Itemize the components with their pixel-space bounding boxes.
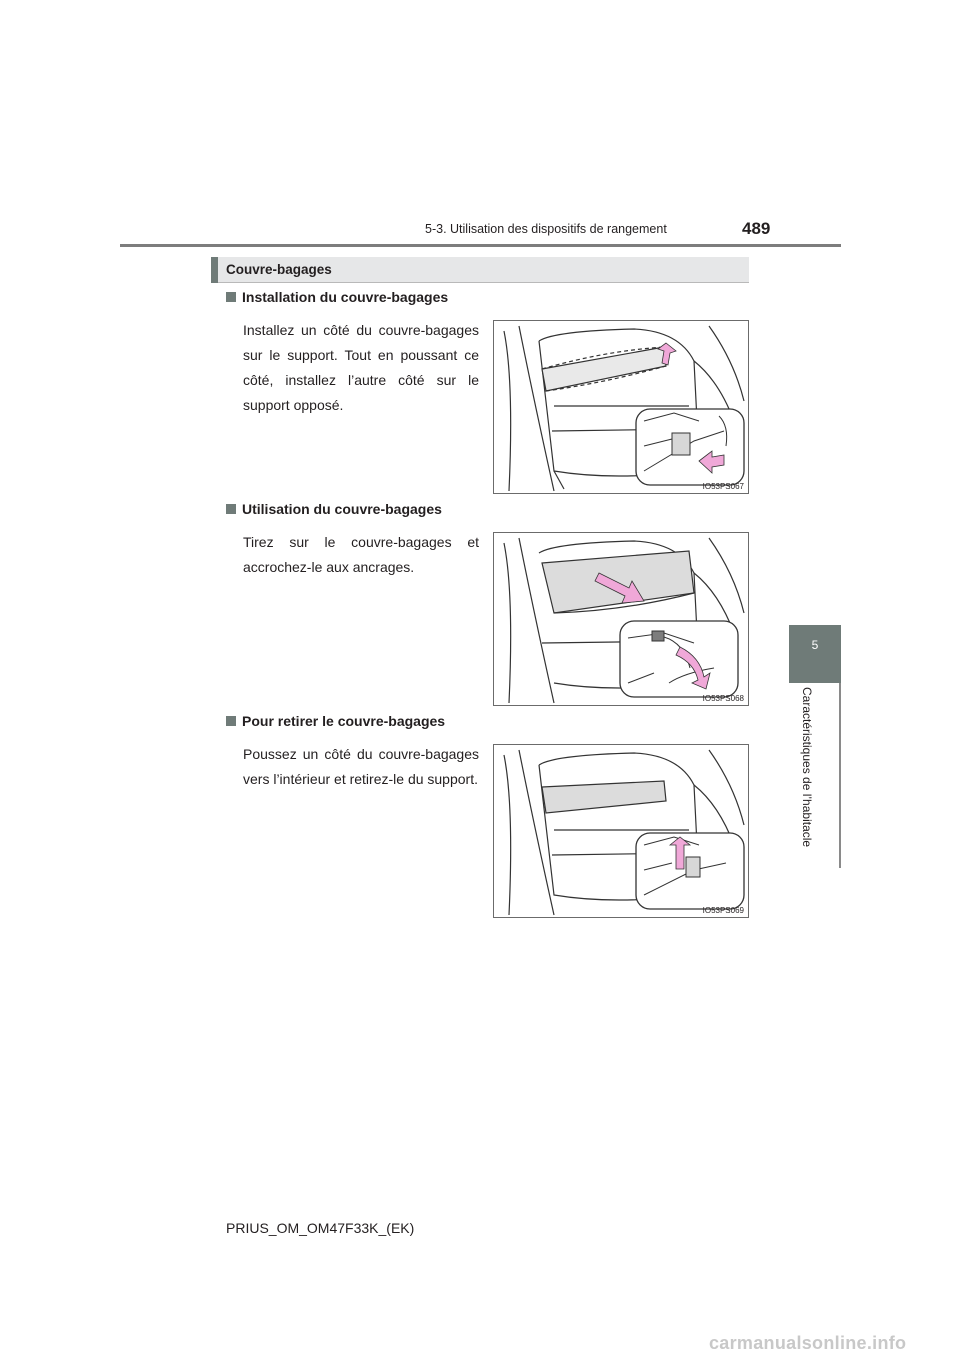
subhead-text: Utilisation du couvre-bagages	[242, 501, 442, 517]
document-id: PRIUS_OM_OM47F33K_(EK)	[226, 1220, 415, 1236]
figure-retirer	[493, 744, 749, 918]
watermark: carmanualsonline.info	[709, 1333, 907, 1353]
square-bullet-icon	[226, 504, 236, 514]
cargo-cover-install-illustration	[494, 321, 749, 494]
section-title: Couvre-bagages	[226, 262, 332, 277]
figure-code: IO53PS069	[702, 906, 744, 915]
figure-utilisation	[493, 532, 749, 706]
subhead-text: Pour retirer le couvre-bagages	[242, 713, 446, 729]
chapter-tab: 5	[789, 625, 841, 683]
section-bar-accent	[211, 257, 218, 283]
section-bar	[211, 257, 749, 283]
header-rule	[120, 244, 841, 247]
cargo-cover-pull-illustration	[494, 533, 749, 706]
figure-code: IO53PS068	[702, 694, 744, 703]
chapter-label: Caractéristiques de l’habitacle	[800, 687, 814, 848]
subhead-installation	[226, 289, 448, 305]
chapter-rule	[839, 683, 841, 868]
running-header: 5-3. Utilisation des dispositifs de rangement	[425, 222, 667, 236]
square-bullet-icon	[226, 292, 236, 302]
paragraph-retirer: Poussez un côté du couvre-bagages vers l’intérieur et retirez-le du support.	[243, 746, 479, 787]
subhead-text: Installation du couvre-bagages	[242, 289, 449, 305]
square-bullet-icon	[226, 716, 236, 726]
cargo-cover-remove-illustration	[494, 745, 749, 918]
subhead-retirer	[226, 713, 445, 729]
figure-code: IO53PS067	[702, 482, 744, 491]
paragraph-installation: Installez un côté du couvre-bagages sur le support. Tout en poussant ce côté, installez l’autre côté sur le support opposé.	[243, 322, 479, 413]
paragraph-utilisation: Tirez sur le couvre-bagages et accrochez-le aux ancrages.	[243, 534, 479, 575]
subhead-utilisation	[226, 501, 442, 517]
figure-installation	[493, 320, 749, 494]
page-number: 489	[742, 219, 771, 238]
